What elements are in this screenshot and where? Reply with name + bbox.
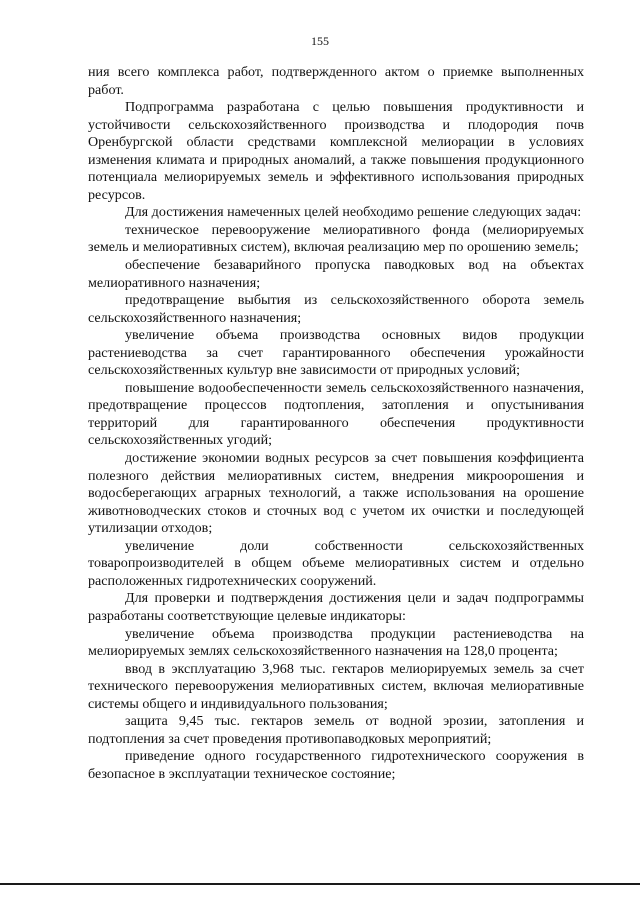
task-item: повышение водообеспеченности земель сельскохозяйственного назначения, предотвращение процессов подтопления, затопления и опустынивания территорий для гарантированного обеспечения продуктивности сельскохозяйственных угодий; <box>88 379 584 449</box>
task-item: увеличение доли собственности сельскохозяйственных товаропроизводителей в общем объеме мелиоративных систем и отдельно расположенных гидротехнических сооружений. <box>88 537 584 589</box>
indicator-item: увеличение объема производства продукции растениеводства на мелиорируемых землях сельскохозяйственного назначения на 128,0 процента; <box>88 625 584 660</box>
task-item: техническое перевооружение мелиоративного фонда (мелиорируемых земель и мелиоративных систем), включая реализацию мер по орошению земель; <box>88 221 584 256</box>
indicator-item: ввод в эксплуатацию 3,968 тыс. гектаров мелиорируемых земель за счет технического перевооружения мелиоративных систем, включая мелиоративные системы общего и индивидуального пользования; <box>88 660 584 712</box>
page-number: 155 <box>311 34 329 48</box>
document-body <box>88 64 584 783</box>
paragraph-purpose: Подпрограмма разработана с целью повышения продуктивности и устойчивости сельскохозяйственного производства и плодородия почв Оренбургской области средствами комплексной мелиорации в условиях изменения климата и природных аномалий, а также повышения продукционного потенциала мелиорируемых земель и эффективного использования природных ресурсов. <box>88 99 584 203</box>
paragraph-continuation: ния всего комплекса работ, подтвержденного актом о приемке выполненных работ. <box>88 64 584 98</box>
task-item: предотвращение выбытия из сельскохозяйственного оборота земель сельскохозяйственного назначения; <box>88 292 584 326</box>
indicator-item: защита 9,45 тыс. гектаров земель от водной эрозии, затопления и подтопления за счет проведения противопаводковых мероприятий; <box>88 713 584 747</box>
paragraph-tasks-intro: Для достижения намеченных целей необходимо решение следующих задач: <box>125 204 582 221</box>
task-item: достижение экономии водных ресурсов за счет повышения коэффициента полезного действия мелиоративных систем, внедрения микроорошения и водосберегающих аграрных технологий, а также использования на орошение животноводческих стоков и сточных вод с учетом их очистки и последующей утилизации отходов; <box>88 450 584 537</box>
indicator-item: приведение одного государственного гидротехнического сооружения в безопасное в эксплуатации техническое состояние; <box>88 748 584 782</box>
paragraph-indicators-intro: Для проверки и подтверждения достижения цели и задач подпрограммы разработаны соответствующие целевые индикаторы: <box>88 590 584 624</box>
task-item: увеличение объема производства основных видов продукции растениеводства за счет гарантированного обеспечения урожайности сельскохозяйственных культур вне зависимости от природных условий; <box>88 327 584 379</box>
bottom-scan-edge <box>0 883 640 885</box>
task-item: обеспечение безаварийного пропуска паводковых вод на объектах мелиоративного назначения; <box>88 257 584 291</box>
